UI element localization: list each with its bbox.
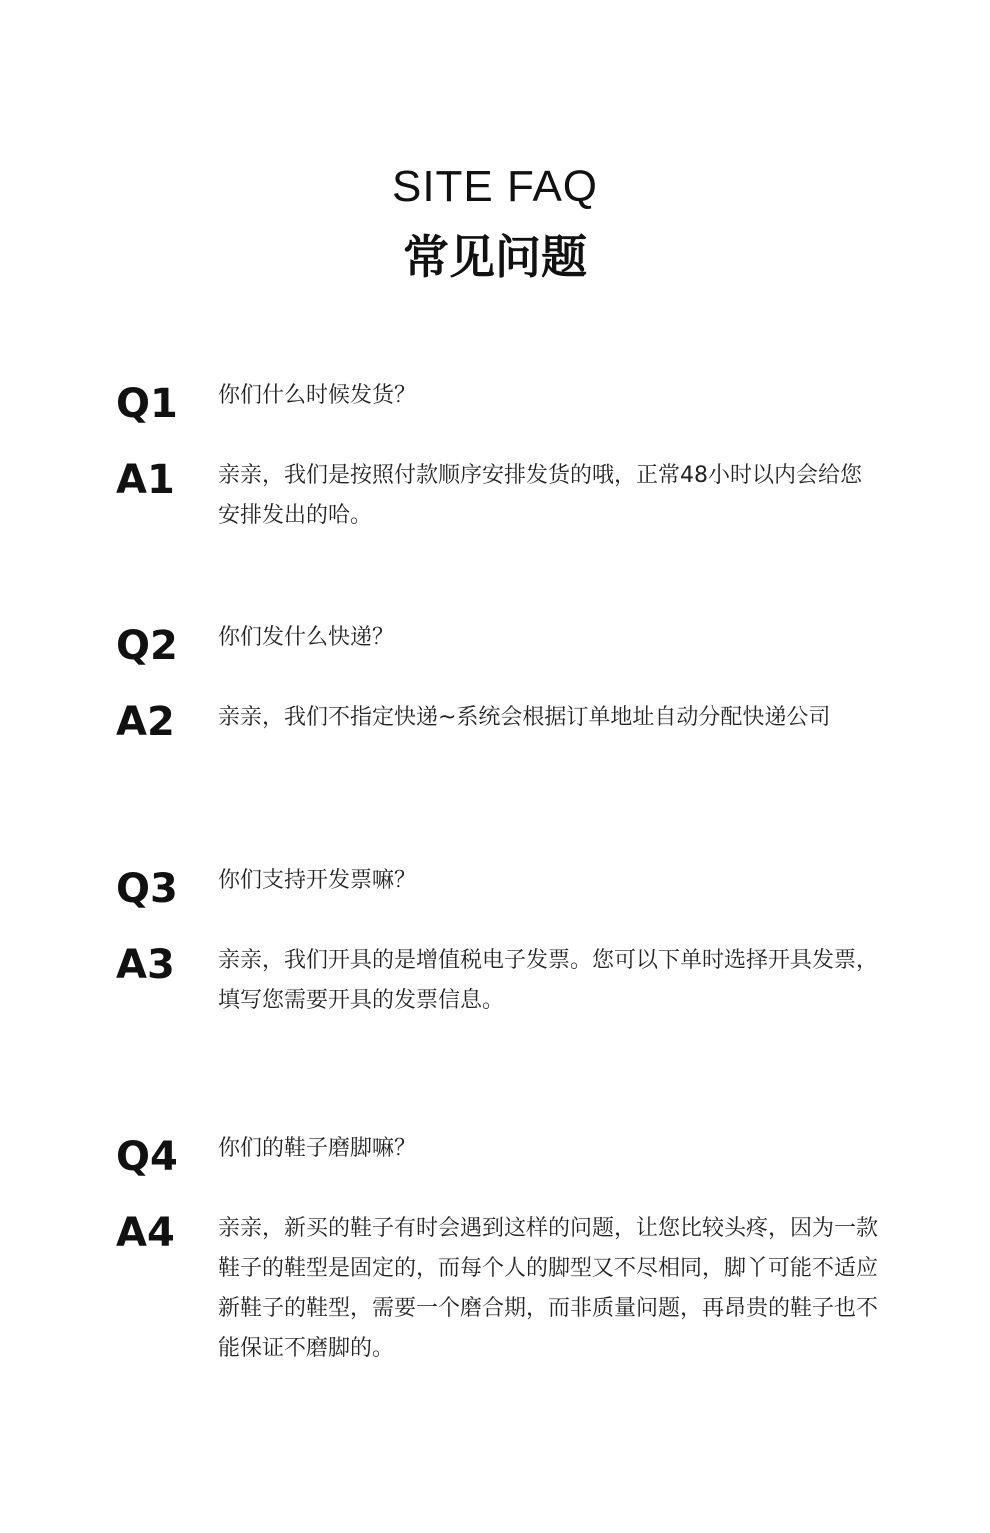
question-label-4: Q4 (116, 1134, 178, 1180)
faq-header (0, 162, 990, 284)
question-text-4: 你们的鞋子磨脚嘛？ (218, 1136, 417, 1161)
question-text-1: 你们什么时候发货？ (218, 383, 417, 408)
question-label-2: Q2 (116, 623, 178, 669)
answer-text-4: 亲亲，新买的鞋子有时会遇到这样的问题，让您比较头疼，因为一款鞋子的鞋型是固定的，而每个人的脚型又不尽相同，脚丫可能不适应新鞋子的鞋型，需要一个磨合期，而非质量问题，再昂贵的鞋子也不能保证不磨脚的。 (218, 1216, 879, 1361)
answer-text-1: 亲亲，我们是按照付款顺序安排发货的哦，正常48小时以内会给您安排发出的哈。 (218, 463, 862, 528)
answer-text-2: 亲亲，我们不指定快递~系统会根据订单地址自动分配快递公司 (218, 705, 831, 730)
page-title-en: SITE FAQ (391, 162, 599, 211)
question-label-1: Q1 (116, 381, 178, 427)
answer-text-3: 亲亲，我们开具的是增值税电子发票。您可以下单时选择开具发票，填写您需要开具的发票信息。 (218, 948, 879, 1013)
answer-label-4: A4 (116, 1210, 175, 1256)
question-text-3: 你们支持开发票嘛？ (218, 868, 417, 893)
answer-label-1: A1 (116, 457, 175, 503)
question-label-3: Q3 (116, 866, 178, 912)
page-title-zh: 常见问题 (403, 230, 587, 284)
answer-label-2: A2 (116, 699, 175, 745)
answer-label-3: A3 (116, 942, 175, 988)
question-text-2: 你们发什么快递？ (218, 625, 395, 650)
